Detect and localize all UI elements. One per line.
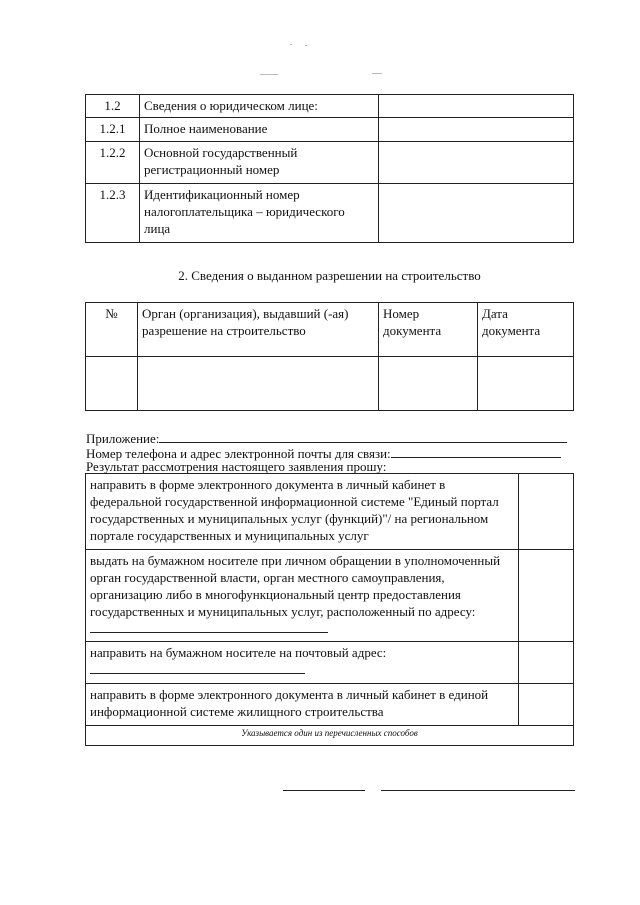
row-number: 1.2.3 — [86, 184, 140, 243]
cell-issuer[interactable] — [138, 357, 379, 411]
note-text: Указывается один из перечисленных способов — [86, 726, 574, 746]
option-checkbox[interactable] — [519, 642, 574, 684]
signature-name-line[interactable] — [381, 789, 575, 791]
table-row — [86, 118, 574, 142]
option-checkbox[interactable] — [519, 684, 574, 726]
signature-line[interactable] — [283, 789, 365, 791]
cell-number[interactable] — [86, 357, 138, 411]
row-value-cell[interactable] — [379, 142, 574, 184]
table-row — [86, 357, 574, 411]
attachment-label: Приложение: — [86, 431, 160, 446]
row-number: 1.2 — [86, 95, 140, 118]
row-label: Идентификационный номер налогоплательщика – юридического лица — [140, 184, 379, 243]
attachment-field[interactable] — [159, 430, 567, 443]
row-value-cell[interactable] — [379, 95, 574, 118]
contact-label: Номер телефона и адрес электронной почты для связи: — [86, 446, 391, 461]
option-row — [86, 642, 574, 684]
option-text-content: направить на бумажном носителе на почтовый адрес: — [90, 645, 387, 660]
row-label: Сведения о юридическом лице: — [140, 95, 379, 118]
note-row — [86, 726, 574, 746]
option-row — [86, 550, 574, 642]
table-row — [86, 95, 574, 118]
permit-table — [85, 302, 574, 411]
attachment-line — [86, 430, 567, 446]
row-value-cell[interactable] — [379, 118, 574, 142]
row-value-cell[interactable] — [379, 184, 574, 243]
row-number: 1.2.2 — [86, 142, 140, 184]
option-checkbox[interactable] — [519, 550, 574, 642]
option-row — [86, 684, 574, 726]
delivery-options-table — [85, 473, 574, 746]
row-label: Основной государственный регистрационный номер — [140, 142, 379, 184]
row-number: 1.2.1 — [86, 118, 140, 142]
header-number: № — [86, 303, 138, 357]
address-field[interactable] — [90, 620, 328, 633]
table-row — [86, 184, 574, 243]
option-text — [86, 642, 519, 684]
cell-doc-date[interactable] — [478, 357, 574, 411]
postal-address-field[interactable] — [90, 661, 305, 674]
option-text: направить в форме электронного документа в личный кабинет в единой информационной системе жилищного строительства — [86, 684, 519, 726]
legal-entity-table — [85, 94, 574, 243]
header-doc-date: Дата документа — [478, 303, 574, 357]
row-label: Полное наименование — [140, 118, 379, 142]
option-text-content: выдать на бумажном носителе при личном обращении в уполномоченный орган государственной власти, орган местного самоуправления, организацию либо в многофункциональный центр предоставления государственных и муниципальных услуг, расположенный по адресу: — [90, 553, 501, 619]
header-issuer: Орган (организация), выдавший (-ая) разрешение на строительство — [138, 303, 379, 357]
table-header-row — [86, 303, 574, 357]
header-doc-number: Номер документа — [379, 303, 478, 357]
table-row — [86, 142, 574, 184]
option-text — [86, 550, 519, 642]
contact-field[interactable] — [391, 445, 561, 458]
result-line — [86, 459, 386, 474]
section-2-title: 2. Сведения о выданном разрешении на строительство — [178, 268, 481, 283]
result-label: Результат рассмотрения настоящего заявления прошу: — [86, 459, 387, 474]
cell-doc-number[interactable] — [379, 357, 478, 411]
option-text: направить в форме электронного документа в личный кабинет в федеральной государственной информационной системе "Единый портал государственных и муниципальных услуг (функций)"/ на региональном портале государственных и муниципальных услуг — [86, 474, 519, 550]
option-checkbox[interactable] — [519, 474, 574, 550]
option-row — [86, 474, 574, 550]
